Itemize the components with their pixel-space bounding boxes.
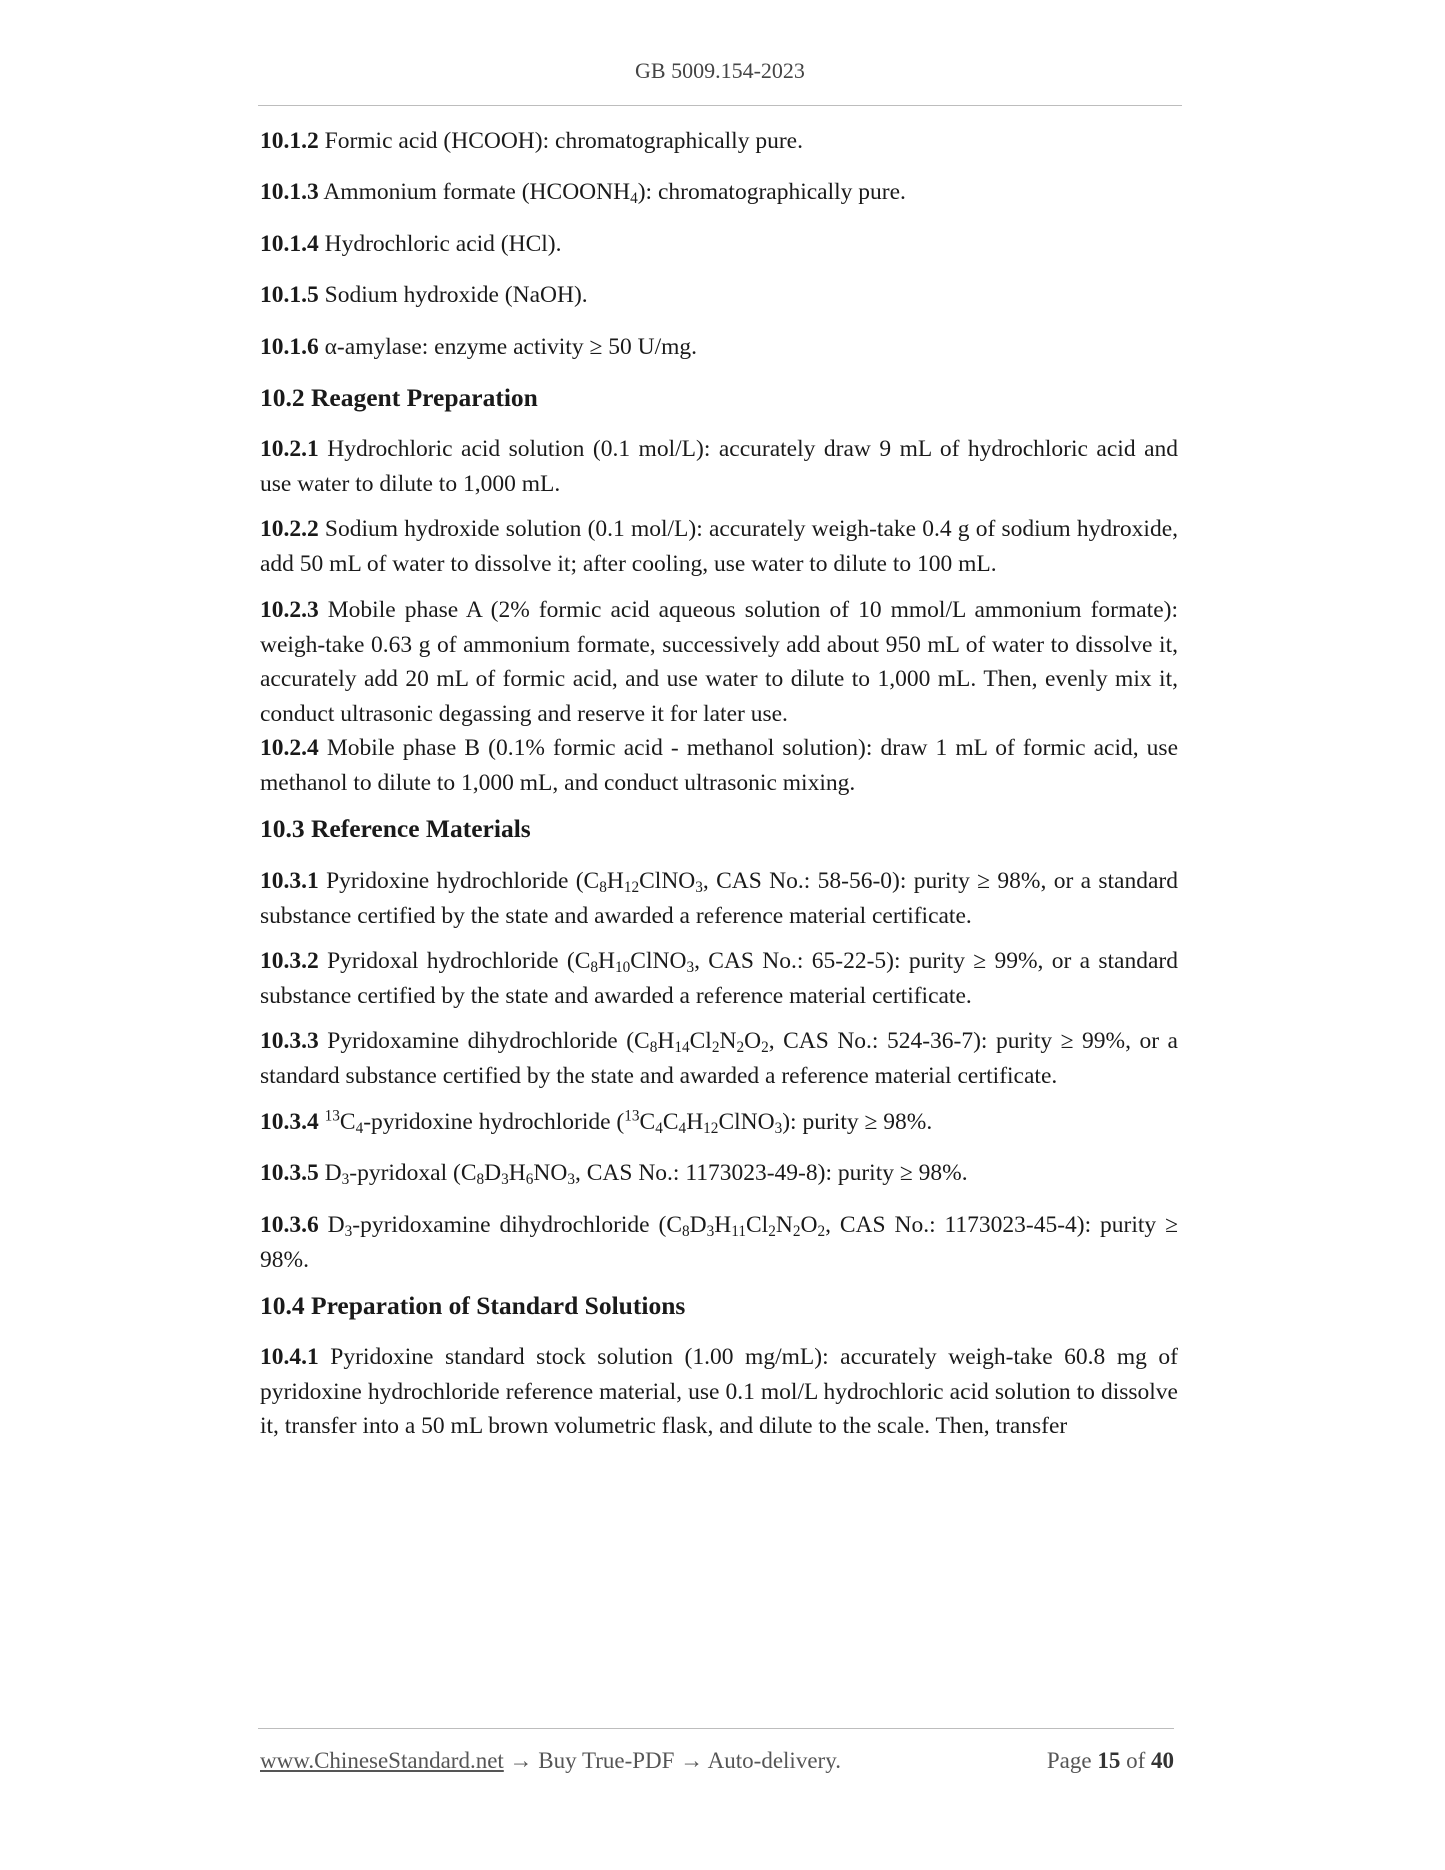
header-divider — [258, 105, 1182, 106]
page-footer — [260, 1748, 1174, 1774]
section-heading-10-2: 10.2 Reagent Preparation — [260, 383, 538, 412]
clause-10-3-6: 10.3.6 $D_3$-pyridoxamine dihydrochloride ($C_8D_3H_{11}Cl_2N_2O_2$, CAS No.: 1173023-45-4): purity ≥ 98%. — [260, 1212, 1178, 1273]
clause-10-4-1: 10.4.1 Pyridoxine standard stock solution (1.00 mg/mL): accurately weigh-take 60.8 mg of pyridoxine hydrochloride reference material, use 0.1 mol/L hydrochloric acid solution to dissolve it, transfer into a 50 mL brown volumetric flask, and dilute to the scale. Then, transfer — [260, 1344, 1178, 1439]
page-total: 40 — [1151, 1748, 1174, 1773]
arrow-right-icon: → — [509, 1748, 533, 1773]
section-heading-10-4: 10.4 Preparation of Standard Solutions — [260, 1291, 686, 1320]
clause-10-1-3: 10.1.3 Ammonium formate $(HCOONH_4)$: chromatographically pure. — [260, 179, 906, 207]
clause-10-3-2: 10.3.2 Pyridoxal hydrochloride ($C_8H_{10}ClNO_3$, CAS No.: 65-22-5): purity ≥ 99%, or a standard substance certified by the state and awarded a reference material certificate. — [260, 948, 1178, 1009]
clause-10-3-3: 10.3.3 Pyridoxamine dihydrochloride ($C_8H_{14}Cl_2N_2O_2$, CAS No.: 524-36-7): purity ≥ 99%, or a standard substance certified by the state and awarded a reference material certificate. — [260, 1028, 1178, 1089]
page-label: Page — [1046, 1748, 1092, 1773]
clause-10-1-4: 10.1.4 Hydrochloric acid (HCl). — [260, 231, 562, 257]
section-heading-10-3: 10.3 Reference Materials — [260, 814, 531, 843]
footer-divider — [258, 1728, 1174, 1729]
clause-10-1-2: 10.1.2 Formic acid (HCOOH): chromatographically pure. — [260, 128, 803, 154]
arrow-right-icon: → — [680, 1748, 704, 1773]
clause-10-3-4: 10.3.4 $^{13}C_4$-pyridoxine hydrochloride $(^{13}C_4C_4H_{12}ClNO_3)$: purity ≥ 98%. — [260, 1107, 933, 1137]
clause-10-1-5: 10.1.5 Sodium hydroxide (NaOH). — [260, 282, 588, 308]
page-indicator — [1047, 1748, 1174, 1774]
of-label: of — [1126, 1748, 1146, 1773]
website-link[interactable]: www.ChineseStandard.net — [260, 1748, 504, 1773]
document-header — [258, 58, 1182, 84]
clause-10-2-3: 10.2.3 Mobile phase A (2% formic acid aqueous solution of 10 mmol/L ammonium formate): weigh-take 0.63 g of ammonium formate, successively add about 950 mL of water to dissolve it, accurately add 20 mL of formic acid, and use water to dilute to 1,000 mL. Then, evenly mix it, conduct ultrasonic degassing and reserve it for later use. — [260, 597, 1178, 727]
clause-10-2-4: 10.2.4 Mobile phase B (0.1% formic acid - methanol solution): draw 1 mL of formic acid, use methanol to dilute to 1,000 mL, and conduct ultrasonic mixing. — [260, 735, 1178, 796]
clause-10-2-2: 10.2.2 Sodium hydroxide solution (0.1 mol/L): accurately weigh-take 0.4 g of sodium hydroxide, add 50 mL of water to dissolve it; after cooling, use water to dilute to 100 mL. — [260, 516, 1178, 577]
page-number: 15 — [1097, 1748, 1121, 1773]
clause-10-3-1: 10.3.1 Pyridoxine hydrochloride ($C_8H_{12}ClNO_3$, CAS No.: 58-56-0): purity ≥ 98%, or a standard substance certified by the state and awarded a reference material certificate. — [260, 868, 1178, 929]
buy-pdf-text: Buy True-PDF — [538, 1748, 675, 1773]
clause-10-2-1: 10.2.1 Hydrochloric acid solution (0.1 mol/L): accurately draw 9 mL of hydrochloric acid and use water to dilute to 1,000 mL. — [260, 436, 1178, 497]
clause-10-1-6: 10.1.6 α-amylase: enzyme activity ≥ 50 U/mg. — [260, 334, 698, 360]
standard-code: GB 5009.154-2023 — [635, 58, 805, 83]
clause-10-3-5: 10.3.5 $D_3$-pyridoxal ($C_8D_3H_6NO_3$, CAS No.: 1173023-49-8): purity ≥ 98%. — [260, 1160, 968, 1188]
auto-delivery-text: Auto-delivery. — [707, 1748, 841, 1773]
